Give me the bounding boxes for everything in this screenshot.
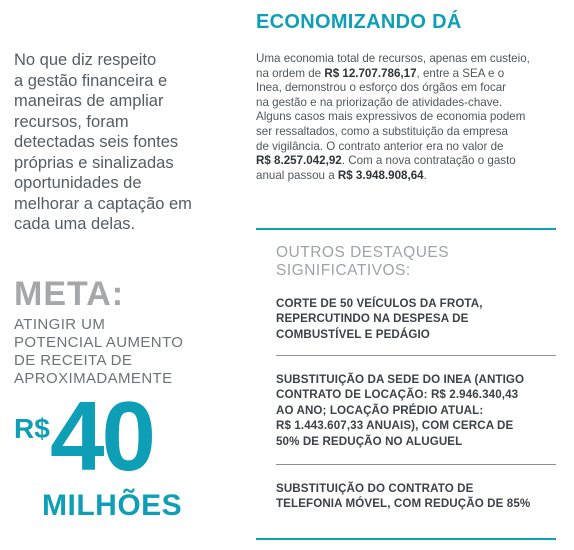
economizando-line (256, 169, 556, 184)
intro-line: a gestão financeira e (14, 71, 168, 90)
economizando-line (256, 52, 556, 67)
meta-description (14, 316, 214, 388)
text-run: , entre a SEA e o (416, 66, 505, 80)
highlight-line: REPERCUTINDO NA DESPESA DE (276, 312, 469, 326)
intro-paragraph (14, 50, 219, 235)
text-run: Inea, demonstrou o esforço dos órgãos em focar (256, 81, 507, 95)
meta-amount: 40 (50, 381, 154, 491)
highlighted-value: R$ 12.707.786,17 (324, 66, 417, 80)
highlight-line: SUBSTITUIÇÃO DA SEDE DO INEA (ANTIGO (276, 373, 525, 386)
text-run: Uma economia total de recursos, apenas em custeio, (256, 52, 530, 65)
text-run: anual passou a (256, 168, 338, 182)
bottom-divider (256, 538, 556, 540)
highlight-separator (276, 355, 556, 356)
economizando-line (256, 81, 556, 96)
economizando-line (256, 154, 556, 169)
highlight-line: R$ 1.443.607,33 ANUAIS), COM CERCA DE (276, 419, 514, 433)
meta-description-line: ATINGIR UM (14, 316, 106, 333)
highlight-line: CORTE DE 50 VEÍCULOS DA FROTA, (276, 297, 483, 310)
intro-line: detectadas seis fontes (14, 133, 179, 151)
text-run: Alguns casos mais expressivos de economia podem (256, 110, 526, 124)
outros-title (276, 244, 536, 279)
highlight-line: COMBUSTÍVEL E PEDÁGIO (276, 327, 430, 341)
meta-description-line: DE RECEITA DE (14, 352, 133, 369)
highlight-line: 50% DE REDUÇÃO NO ALUGUEL (276, 434, 463, 448)
meta-unit: MILHÕES (42, 489, 183, 522)
intro-line: cada uma delas. (14, 215, 136, 233)
intro-line: No que diz respeito (14, 51, 157, 69)
highlighted-value: R$ 3.948.908,64 (337, 168, 424, 182)
economizando-line (256, 125, 556, 140)
highlight-item (276, 296, 556, 342)
intro-line: próprias e sinalizadas (14, 153, 174, 172)
text-run: na gestão e na priorização de atividades-chave. (256, 95, 503, 109)
meta-description-line: APROXIMADAMENTE (14, 370, 173, 387)
economizando-line (256, 96, 556, 111)
economizando-body (256, 52, 556, 183)
meta-title: META: (14, 275, 125, 313)
highlight-item (276, 372, 556, 449)
meta-description-line: POTENCIAL AUMENTO (14, 334, 184, 351)
outros-title-line: SIGNIFICATIVOS: (276, 261, 411, 279)
intro-line: maneiras de ampliar (14, 92, 164, 110)
text-run: na ordem de (256, 66, 325, 80)
highlight-line: SUBSTITUIÇÃO DO CONTRATO DE (276, 482, 474, 495)
text-run: de vigilância. O contrato anterior era no valor de (256, 139, 504, 153)
text-run: . (423, 168, 427, 182)
intro-line: oportunidades de (14, 174, 142, 192)
text-run: . Com a nova contratação o gasto (341, 154, 516, 168)
economizando-line (256, 110, 556, 125)
economizando-line (256, 67, 556, 82)
outros-title-line: OUTROS DESTAQUES (276, 244, 450, 261)
intro-line: melhorar a captação em (14, 194, 192, 213)
highlight-line: AO ANO; LOCAÇÃO PRÉDIO ATUAL: (276, 403, 484, 417)
highlight-item (276, 481, 556, 512)
text-run: ser ressaltados, como a substituição da empresa (256, 124, 508, 138)
highlight-line: TELEFONIA MÓVEL, COM REDUÇÃO DE 85% (276, 497, 531, 511)
economizando-heading: ECONOMIZANDO DÁ (256, 11, 462, 33)
section-divider (256, 228, 556, 230)
highlighted-value: R$ 8.257.042,92 (256, 154, 342, 168)
highlight-separator (276, 464, 556, 465)
intro-line: recursos, foram (14, 112, 129, 131)
highlight-line: CONTRATO DE LOCAÇÃO: R$ 2.946.340,43 (276, 388, 519, 402)
meta-currency: R$ (14, 413, 50, 444)
economizando-line (256, 140, 556, 155)
